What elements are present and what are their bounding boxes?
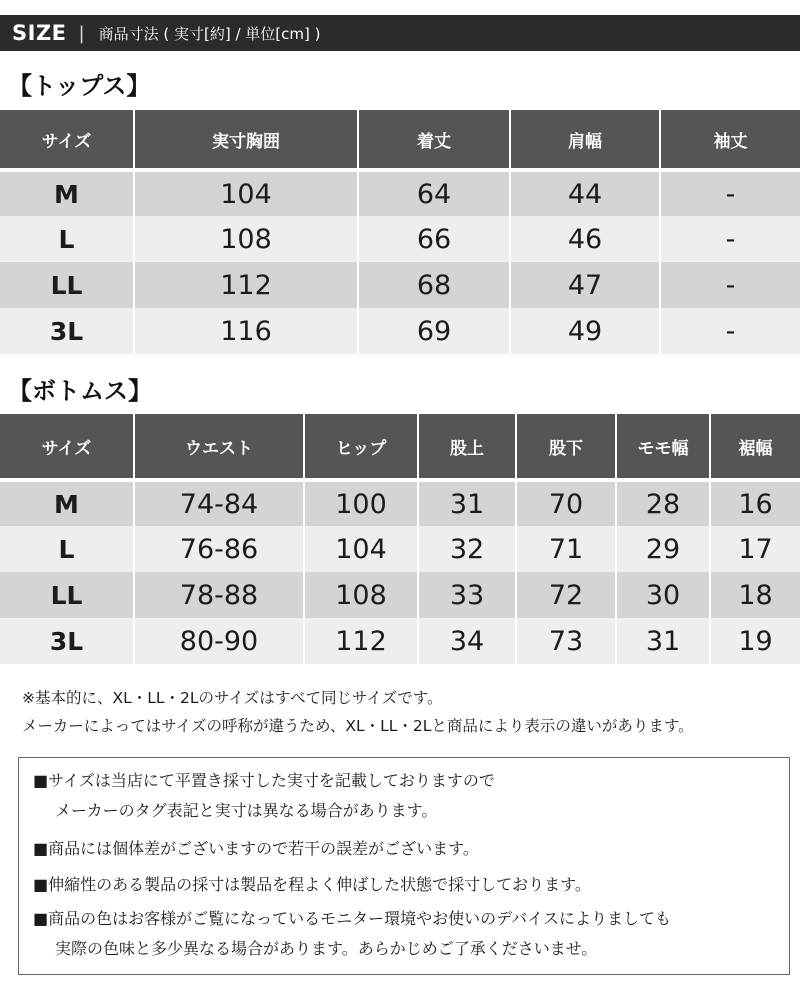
note-line: メーカーによってはサイズの呼称が違うため、XL・LL・2Lと商品により表示の違いがあります。 — [22, 717, 694, 735]
tops-col-header: 肩幅 — [510, 110, 660, 170]
size-header-bar — [0, 15, 800, 51]
size-cell: M — [0, 170, 134, 216]
bottoms-title: 【ボトムス】 — [8, 377, 152, 405]
value-cell: - — [660, 308, 800, 354]
value-cell: 73 — [516, 618, 616, 664]
bottoms-col-header: モモ幅 — [616, 414, 710, 480]
value-cell: 70 — [516, 480, 616, 526]
value-cell: 33 — [418, 572, 516, 618]
value-cell: 116 — [134, 308, 358, 354]
value-cell: 104 — [134, 170, 358, 216]
size-cell: 3L — [0, 618, 134, 664]
bottoms-col-header: 股下 — [516, 414, 616, 480]
table-row — [0, 262, 800, 308]
value-cell: 29 — [616, 526, 710, 572]
disclaimer-line: 実際の色味と多少異なる場合があります。あらかじめご了承くださいませ。 — [55, 939, 598, 958]
bottoms-header-row — [0, 414, 800, 480]
value-cell: 28 — [616, 480, 710, 526]
bottoms-col-header: 裾幅 — [710, 414, 800, 480]
tops-col-header: サイズ — [0, 110, 134, 170]
value-cell: 100 — [304, 480, 418, 526]
table-row — [0, 308, 800, 354]
value-cell: 108 — [304, 572, 418, 618]
table-row — [0, 618, 800, 664]
value-cell: 30 — [616, 572, 710, 618]
tops-size-table — [0, 110, 800, 354]
value-cell: 31 — [418, 480, 516, 526]
tops-col-header: 袖丈 — [660, 110, 800, 170]
size-notes — [22, 684, 694, 740]
value-cell: 108 — [134, 216, 358, 262]
value-cell: 104 — [304, 526, 418, 572]
value-cell: 112 — [134, 262, 358, 308]
value-cell: 72 — [516, 572, 616, 618]
header-subtitle: 商品寸法 ( 実寸[約] / 単位[cm] ) — [98, 24, 321, 43]
value-cell: 78-88 — [134, 572, 304, 618]
value-cell: - — [660, 262, 800, 308]
tops-col-header: 着丈 — [358, 110, 510, 170]
value-cell: 31 — [616, 618, 710, 664]
note-line: ※基本的に、XL・LL・2Lのサイズはすべて同じサイズです。 — [22, 689, 443, 707]
value-cell: 16 — [710, 480, 800, 526]
value-cell: 71 — [516, 526, 616, 572]
tops-header-row — [0, 110, 800, 170]
size-cell: 3L — [0, 308, 134, 354]
value-cell: 46 — [510, 216, 660, 262]
value-cell: - — [660, 170, 800, 216]
size-cell: M — [0, 480, 134, 526]
value-cell: 74-84 — [134, 480, 304, 526]
disclaimer-line: ■商品の色はお客様がご覧になっているモニター環境やお使いのデバイスによりましても — [33, 909, 671, 928]
bottoms-col-header: 股上 — [418, 414, 516, 480]
value-cell: - — [660, 216, 800, 262]
value-cell: 80-90 — [134, 618, 304, 664]
value-cell: 68 — [358, 262, 510, 308]
value-cell: 112 — [304, 618, 418, 664]
size-cell: LL — [0, 572, 134, 618]
disclaimer-item — [33, 766, 495, 826]
value-cell: 69 — [358, 308, 510, 354]
bottoms-col-header: ヒップ — [304, 414, 418, 480]
bottoms-size-table — [0, 414, 800, 664]
value-cell: 64 — [358, 170, 510, 216]
size-label: SIZE — [12, 21, 67, 45]
disclaimer-item — [33, 870, 591, 900]
size-cell: L — [0, 526, 134, 572]
size-cell: L — [0, 216, 134, 262]
disclaimer-line: ■商品には個体差がございますので若干の誤差がございます。 — [33, 839, 479, 858]
header-separator: | — [78, 22, 85, 44]
table-row — [0, 216, 800, 262]
value-cell: 18 — [710, 572, 800, 618]
value-cell: 49 — [510, 308, 660, 354]
disclaimer-box — [18, 757, 790, 975]
value-cell: 32 — [418, 526, 516, 572]
table-row — [0, 572, 800, 618]
value-cell: 66 — [358, 216, 510, 262]
value-cell: 34 — [418, 618, 516, 664]
value-cell: 76-86 — [134, 526, 304, 572]
tops-title: 【トップス】 — [8, 72, 151, 100]
disclaimer-item — [33, 904, 671, 964]
disclaimer-line: ■伸縮性のある製品の採寸は製品を程よく伸ばした状態で採寸しております。 — [33, 875, 591, 894]
value-cell: 19 — [710, 618, 800, 664]
value-cell: 17 — [710, 526, 800, 572]
size-cell: LL — [0, 262, 134, 308]
disclaimer-item — [33, 834, 479, 864]
value-cell: 47 — [510, 262, 660, 308]
table-row — [0, 480, 800, 526]
bottoms-col-header: ウエスト — [134, 414, 304, 480]
disclaimer-line: ■サイズは当店にて平置き採寸した実寸を記載しておりますので — [33, 771, 495, 790]
table-row — [0, 170, 800, 216]
tops-col-header: 実寸胸囲 — [134, 110, 358, 170]
value-cell: 44 — [510, 170, 660, 216]
disclaimer-line: メーカーのタグ表記と実寸は異なる場合があります。 — [55, 801, 438, 820]
table-row — [0, 526, 800, 572]
bottoms-col-header: サイズ — [0, 414, 134, 480]
